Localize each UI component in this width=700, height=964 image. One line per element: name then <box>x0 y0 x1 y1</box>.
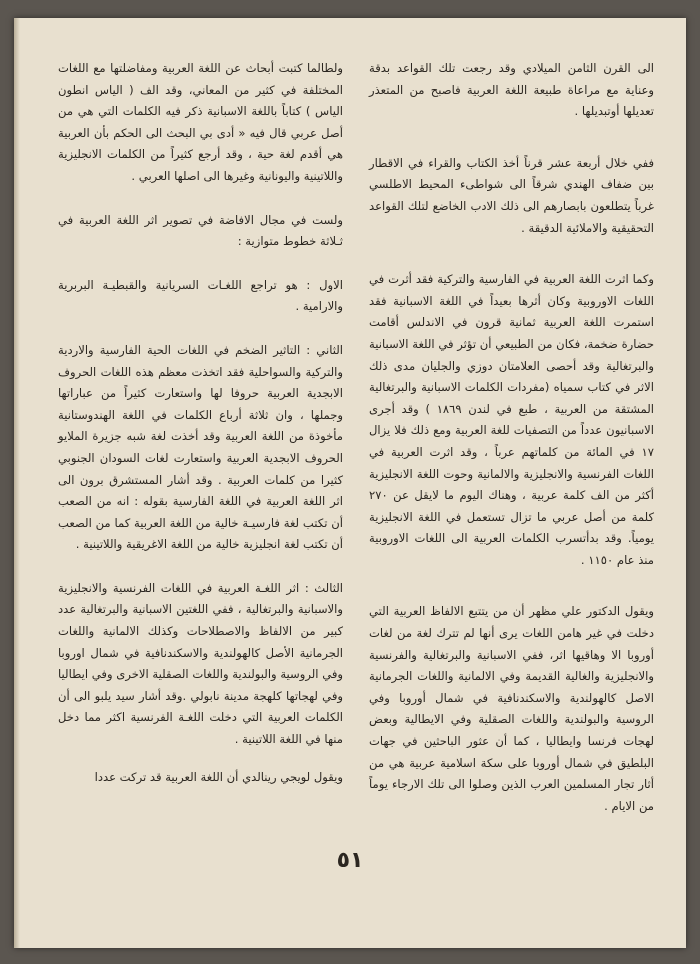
paragraph: ففي خلال أربعة عشر قرناً أخذ الكتاب والقراء في الاقطار بين ضفاف الهندي شرقاً الى شواطىء المحيط الاطلسي غرباً يتطلعون بابصارهم الى ذلك الادب الخاضع لتلك القواعد التحقيقية والاملائية الدقيقة . <box>369 155 654 235</box>
paragraph: وكما اثرت اللغة العربية في الفارسية والتركية فقد أثرت في اللغات الاوروبية وكان أثرها بعيداً في اللغة الاسبانية فقد استمرت اللغة العربية ثمانية قرون في الاندلس أقامت حضارة ضخمة، فكان من الطبيعي أن تؤثر في اللغة الاسبانية والبرتغالية وقد أحصى العلامتان دوزي والجليان مدى ذلك الاثر في كتاب سمياه (مفردات الكلمات الاسبانية والبرتغالية المشتقة من العربية ، طبع في لندن ١٨٦٩ ) وقد أجرى الاسبانيون عدداً من التصفيات للغة العربية ومع ذلك فلا يزال ١٧ في المائة من كلماتهم عرباً ، وقد اثرت العربية في اللغات الفرنسية والانجليزية والالمانية وحوت اللغة الانجليزية أكثر من الف كلمة عربية ، وهناك اليوم ما لايقل عن ٢٧٠ كلمة من أصل عربي ما تزال تستعمل في اللغة الانجليزية يومياً. وقد بدأتسرب الكلمات العربية الى اللغات الاوروبية منذ عام ١١٥٠ . <box>369 272 655 567</box>
paragraph: ولست في مجال الافاضة في تصوير اثر اللغة العربية في ثـلاثة خطوط متوازية : <box>58 212 343 249</box>
page-number: ٥١ <box>336 848 364 873</box>
paragraph: الاول : هو تراجع اللغـات السريانية والقبطيـة البربرية والارامية . <box>58 277 343 314</box>
paragraph: الى القرن الثامن الميلادي وقد رجعت تلك القواعد بدقة وعناية مع مراعاة طبيعة اللغة العربية فاصبح من المتعذر تعديلها أوتبديلها . <box>369 61 654 119</box>
paragraph: ولطالما كتبت أبحاث عن اللغة العربية ومفاضلتها مع اللغات المختلفة في كثير من المعاني، وقد الف ( الياس انطون الياس ) كتاباً باللغة الاسبانية ذكر فيه الكلمات التي هي من أصل عربي قال فيه « أدى بي البحث الى الحكم بأن العربية هي أقدم لغة حية ، وقد أرجع كثيراً من الكلمات الانجليزية واللاتينية واليونانية وغيرها الى اصلها العربي . <box>58 61 343 183</box>
paragraph: الثاني : التاثير الضخم في اللغات الحية الفارسية والاردية والتركية والسواحلية فقد اتخذت معظم هذه اللغات الحروف الابجدية العربية حروفا لها واستعارت كثيراً من عباراتها وجملها ، وان ثلاثة أرباع الكلمات في اللغة الهندوستانية مأخوذة من اللغة العربية وقد أخذت لغة شبه جزيرة الملايو الحروف الابجدية العربية واستعارت لغات السودان الجنوبي كثيرا من كلمات العربية . وقد أشار المستشرق برون الى اثر اللغة العربية في اللغة الفارسية بقوله : انه من الصعب أن تكتب لغة فارسيـة خالية من اللغة العربية كما من الصعب أن تكتب لغة انجليزية خالية من اللغة الاغريقية واللاتينية . <box>58 342 343 552</box>
right-column <box>369 58 654 817</box>
paragraph: الثالث : اثر اللغـة العربية في اللغات الفرنسية والانجليزية والاسبانية والبرتغالية ، ففي اللغتين الاسبانية والبرتغالية عدد كبير من الالفاظ والاصطلاحات وكذلك الالمانية واللغات الجرمانية الأصل كالهولندية والاسكندنافية في شمال اوروبا وفي الروسية والبولندية واللغات الصقلية الاخرى وفي ايطاليا وفي لهجاتها كلهجة مدينة نابولي .وقد أشار سيد يلبو الى أن الكلمات العربية التي دخلت اللغـة الفرنسية اكثر مما دخل منها في اللغة اللاتينية . <box>58 580 343 747</box>
left-column <box>58 58 343 788</box>
page-binding-shadow <box>14 18 20 948</box>
paragraph: ويقول الدكتور علي مظهر أن من يتتبع الالفاظ العربية التي دخلت في غير هامن اللغات يرى أنها لم تترك لغة من لغات أوروبا الا وهاقيها اثر، ففي الاسبانية والبرتغالية والفرنسية والانجليزية والغالية القديمة وفي الالمانية واللغات الجرمانية الاصل كالهولندية والاسكندنافية في شمال أوروبا وفي الروسية والبولندية واللغات الصقلية وفي الايطالية وبعض لهجات فرنسا وايطاليا ، كما أن عثور الباحثين في جهات البلطيق في شمال أوروبا على سكة اسلامية عربية هي من أثار تجار المسلمين العرب الذين وصلوا الى تلك الارجاء يوماً من الايام . <box>369 604 654 813</box>
book-page <box>14 18 686 948</box>
paragraph: ويقول لويجي رينالدي أن اللغة العربية قد تركت عددا <box>94 769 343 784</box>
